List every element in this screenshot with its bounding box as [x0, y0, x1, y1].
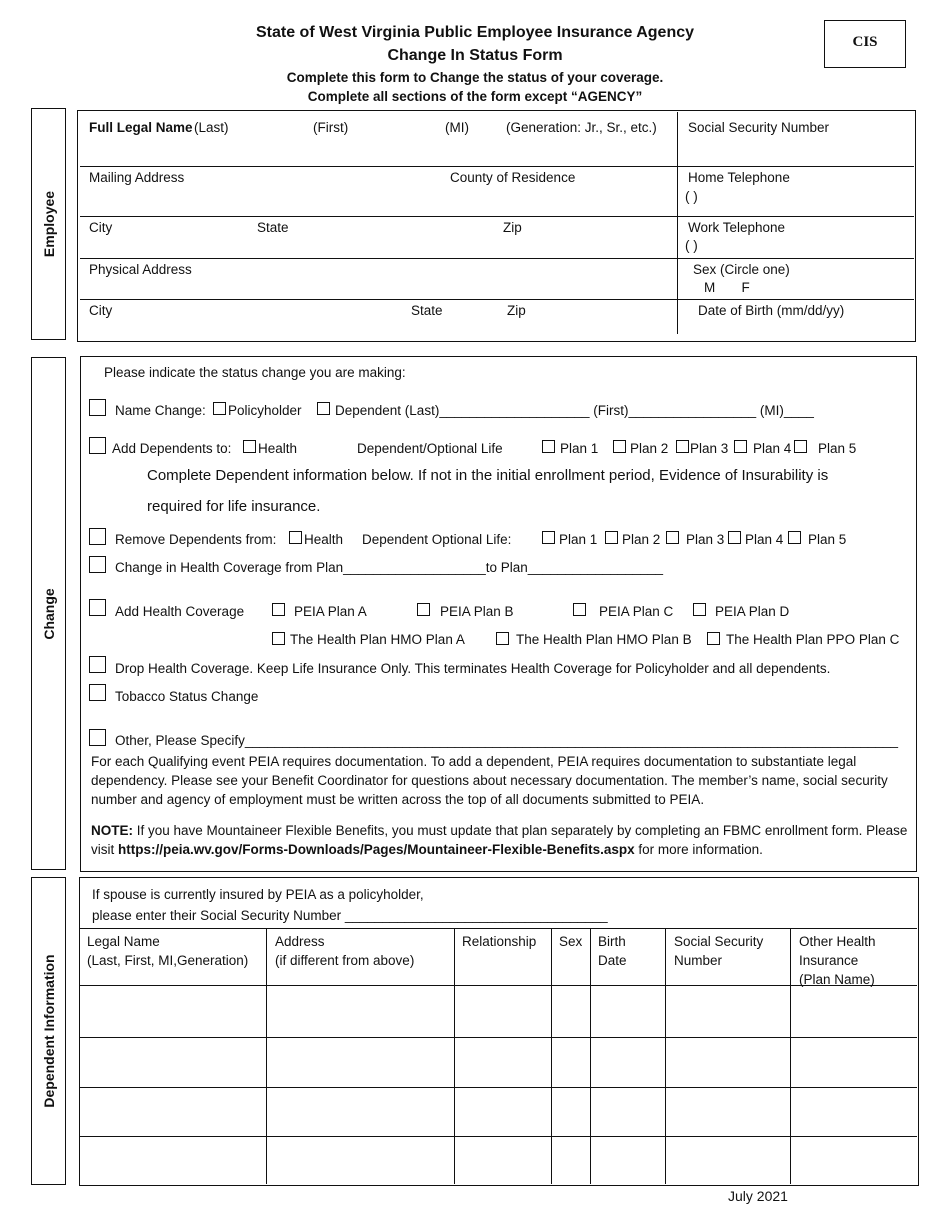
remove-plan1-label: Plan 1 — [559, 532, 598, 547]
state-label: State — [257, 220, 289, 235]
col-address-header: Address (if different from above) — [275, 934, 415, 968]
tobacco-status-label: Tobacco Status Change — [115, 689, 259, 704]
add-health-label: Health — [258, 441, 298, 456]
remove-plan5-label: Plan 5 — [808, 532, 847, 547]
remove-plan1-checkbox[interactable] — [542, 531, 555, 544]
home-telephone-paren: ( ) — [685, 189, 698, 204]
dependent-checkbox[interactable] — [317, 402, 330, 415]
add-plan4-checkbox[interactable] — [734, 440, 747, 453]
sex-label: Sex (Circle one) — [693, 262, 790, 277]
peia-plan-b-label: PEIA Plan B — [440, 604, 514, 619]
table-row[interactable] — [81, 1089, 915, 1134]
add-plan1-checkbox[interactable] — [542, 440, 555, 453]
generation-label: (Generation: Jr., Sr., etc.) — [506, 120, 657, 135]
drop-health-coverage-label: Drop Health Coverage. Keep Life Insurance Only. This terminates Health Coverage for Policyholder and all dependents. — [115, 661, 831, 676]
add-plan5-checkbox[interactable] — [794, 440, 807, 453]
note-text-1: If you have Mountaineer Flexible Benefits, you must update that plan separately by completing an FBMC enrollment form. Please visit — [91, 823, 908, 857]
mailing-address-label: Mailing Address — [89, 170, 185, 185]
last-name-label: (Last) — [194, 120, 229, 135]
peia-plan-d-checkbox[interactable] — [693, 603, 706, 616]
drop-health-coverage-checkbox[interactable] — [89, 656, 106, 673]
name-change-label: Name Change: — [115, 403, 206, 418]
form-instruction-1: Complete this form to Change the status of your coverage. — [286, 70, 664, 85]
remove-health-checkbox[interactable] — [289, 531, 302, 544]
ppo-plan-c-label: The Health Plan PPO Plan C — [726, 632, 900, 647]
peia-plan-b-checkbox[interactable] — [417, 603, 430, 616]
col-sex-header: Sex — [559, 934, 583, 949]
remove-plan2-label: Plan 2 — [622, 532, 661, 547]
col-relationship-header: Relationship — [462, 934, 537, 949]
city-label-2: City — [89, 303, 113, 318]
remove-dependent-optional-life-label: Dependent Optional Life: — [362, 532, 512, 547]
add-health-checkbox[interactable] — [243, 440, 256, 453]
policyholder-checkbox[interactable] — [213, 402, 226, 415]
work-telephone-paren: ( ) — [685, 238, 698, 253]
first-name-label: (First) — [313, 120, 349, 135]
form-code: CIS — [852, 34, 878, 50]
fbmc-link[interactable]: https://peia.wv.gov/Forms-Downloads/Pages/Mountaineer-Flexible-Benefits.aspx — [118, 842, 635, 857]
table-row[interactable] — [81, 1138, 915, 1184]
note-label: NOTE: — [91, 823, 133, 838]
peia-plan-a-label: PEIA Plan A — [294, 604, 367, 619]
name-change-checkbox[interactable] — [89, 399, 106, 416]
table-row[interactable] — [81, 1039, 915, 1085]
dependent-name-line[interactable]: Dependent (Last)____________________ (First)_________________ (MI)____ — [335, 403, 814, 418]
remove-plan4-label: Plan 4 — [745, 532, 784, 547]
change-side-label: Change — [31, 357, 66, 870]
add-health-coverage-checkbox[interactable] — [89, 599, 106, 616]
peia-plan-d-label: PEIA Plan D — [715, 604, 790, 619]
peia-plan-c-label: PEIA Plan C — [599, 604, 674, 619]
zip-label-2: Zip — [507, 303, 526, 318]
col-other-insurance-header: Other Health Insurance (Plan Name) — [799, 934, 876, 987]
add-plan5-label: Plan 5 — [818, 441, 857, 456]
remove-plan4-checkbox[interactable] — [728, 531, 741, 544]
peia-plan-c-checkbox[interactable] — [573, 603, 586, 616]
remove-plan3-label: Plan 3 — [686, 532, 725, 547]
add-plan3-label: Plan 3 — [690, 441, 729, 456]
form-instruction-2: Complete all sections of the form except “AGENCY” — [307, 89, 643, 104]
hmo-plan-a-checkbox[interactable] — [272, 632, 285, 645]
mi-label: (MI) — [445, 120, 469, 135]
sex-options[interactable]: M F — [704, 280, 750, 295]
zip-label: Zip — [503, 220, 522, 235]
remove-plan5-checkbox[interactable] — [788, 531, 801, 544]
add-health-coverage-label: Add Health Coverage — [115, 604, 245, 619]
change-health-coverage-checkbox[interactable] — [89, 556, 106, 573]
change-health-coverage-label[interactable]: Change in Health Coverage from Plan___________________to Plan__________________ — [115, 560, 663, 575]
date-of-birth-label: Date of Birth (mm/dd/yy) — [698, 303, 845, 318]
note-text-2: for more information. — [634, 842, 763, 857]
other-checkbox[interactable] — [89, 729, 106, 746]
complete-dependent-info-2: required for life insurance. — [147, 498, 321, 515]
add-plan1-label: Plan 1 — [560, 441, 599, 456]
other-specify-line[interactable]: Other, Please Specify_______________________________________________________________________________________ — [115, 733, 899, 748]
employee-side-label: Employee — [31, 108, 66, 340]
state-label-2: State — [411, 303, 443, 318]
spouse-ssn-line[interactable]: please enter their Social Security Number ___________________________________ — [92, 908, 608, 923]
col-ssn-header: Social Security Number — [674, 934, 764, 968]
dependent-side-label: Dependent Information — [31, 877, 66, 1185]
ppo-plan-c-checkbox[interactable] — [707, 632, 720, 645]
peia-plan-a-checkbox[interactable] — [272, 603, 285, 616]
note-paragraph — [91, 821, 909, 859]
complete-dependent-info-1: Complete Dependent information below. If not in the initial enrollment period, Evidence of Insurability is — [147, 467, 829, 484]
remove-plan3-checkbox[interactable] — [666, 531, 679, 544]
remove-dependents-label: Remove Dependents from: — [115, 532, 277, 547]
add-plan3-checkbox[interactable] — [676, 440, 689, 453]
form-revision-date: July 2021 — [728, 1188, 788, 1204]
full-legal-name-label: Full Legal Name — [89, 120, 193, 135]
add-dependents-checkbox[interactable] — [89, 437, 106, 454]
home-telephone-label: Home Telephone — [688, 170, 790, 185]
policyholder-label: Policyholder — [228, 403, 302, 418]
hmo-plan-a-label: The Health Plan HMO Plan A — [290, 632, 465, 647]
hmo-plan-b-checkbox[interactable] — [496, 632, 509, 645]
remove-plan2-checkbox[interactable] — [605, 531, 618, 544]
add-dependent-optional-life-label: Dependent/Optional Life — [357, 441, 503, 456]
form-code-box — [824, 20, 906, 68]
add-dependents-label: Add Dependents to: — [112, 441, 232, 456]
ssn-label: Social Security Number — [688, 120, 830, 135]
remove-dependents-checkbox[interactable] — [89, 528, 106, 545]
work-telephone-label: Work Telephone — [688, 220, 786, 235]
add-plan2-checkbox[interactable] — [613, 440, 626, 453]
tobacco-status-checkbox[interactable] — [89, 684, 106, 701]
form-agency-title: State of West Virginia Public Employee Insurance Agency — [255, 24, 695, 41]
documentation-paragraph: For each Qualifying event PEIA requires documentation. To add a dependent, PEIA requires documentation to substantiate legal dependency. Please see your Benefit Coordinator for questions about necessary documentation. The member’s name, social security number and agency of employment must be written across the top of all documents submitted to PEIA. — [91, 754, 888, 807]
physical-address-label: Physical Address — [89, 262, 192, 277]
add-plan4-label: Plan 4 — [753, 441, 792, 456]
remove-health-label: Health — [304, 532, 344, 547]
spouse-instruction-1: If spouse is currently insured by PEIA as a policyholder, — [92, 887, 424, 902]
col-legal-name-header: Legal Name (Last, First, MI,Generation) — [87, 934, 249, 968]
status-change-intro: Please indicate the status change you are making: — [104, 365, 406, 380]
col-birth-date-header: Birth Date — [598, 934, 627, 968]
city-label: City — [89, 220, 113, 235]
county-label: County of Residence — [450, 170, 576, 185]
add-plan2-label: Plan 2 — [630, 441, 669, 456]
table-row[interactable] — [81, 987, 915, 1035]
hmo-plan-b-label: The Health Plan HMO Plan B — [516, 632, 692, 647]
form-title: Change In Status Form — [387, 47, 563, 64]
